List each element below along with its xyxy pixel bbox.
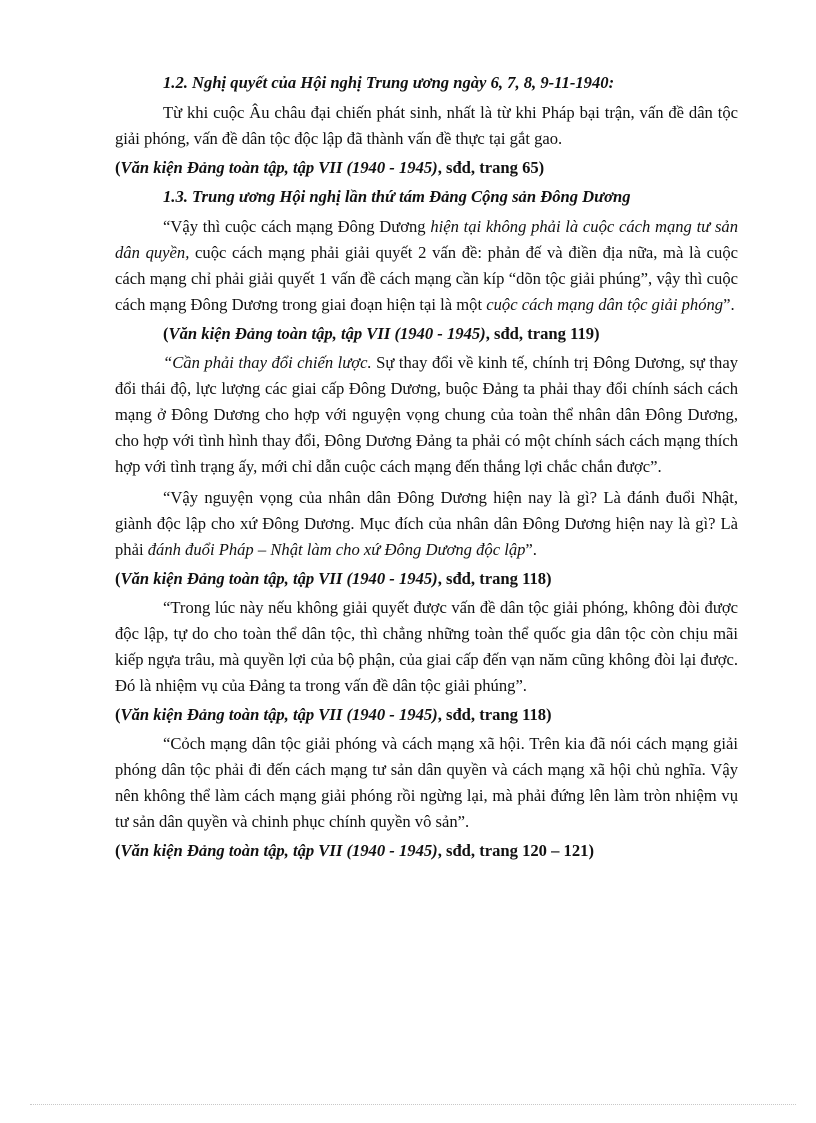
paragraph-1: Từ khi cuộc Âu châu đại chiến phát sinh, nhất là từ khi Pháp bại trận, vấn đề dân tộc giải phóng, vấn đề dân tộc độc lập đã thành vấn đề thực tại gắt gao.	[115, 103, 738, 148]
citation-1: (Văn kiện Đảng toàn tập, tập VII (1940 - 1945), sđd, trang 65)	[115, 158, 545, 177]
page-bottom-divider	[30, 1104, 796, 1105]
citation-3: (Văn kiện Đảng toàn tập, tập VII (1940 - 1945), sđd, trang 118)	[115, 569, 552, 588]
citation-5: (Văn kiện Đảng toàn tập, tập VII (1940 - 1945), sđd, trang 120 – 121)	[115, 841, 594, 860]
section-heading-1-3: 1.3. Trung ương Hội nghị lần thứ tám Đảng Cộng sản Đông Dương	[163, 187, 631, 206]
citation-2: (Văn kiện Đảng toàn tập, tập VII (1940 - 1945), sđd, trang 119)	[163, 324, 600, 343]
document-page	[115, 70, 738, 867]
paragraph-4: “Vậy nguyện vọng của nhân dân Đông Dương hiện nay là gì? Là đánh đuổi Nhật, giành độc lập cho xứ Đông Dương. Mục đích của nhân dân Đông Dương hiện nay là gì? Là phải đánh đuổi Pháp – Nhật làm cho xứ Đông Dương độc lập”.	[115, 488, 738, 559]
paragraph-3: “Cần phải thay đổi chiến lược. Sự thay đổi về kinh tế, chính trị Đông Dương, sự thay đổi thái độ, lực lượng các giai cấp Đông Dương, buộc Đảng ta phải thay đổi chính sách cách mạng ở Đông Dương cho hợp với nguyện vọng chung của toàn thể nhân dân Đông Dương, cho hợp với tình hình thay đổi, Đông Dương Đảng ta phải có một chính sách cách mạng thích hợp với tình trạng ấy, mới chỉ dẫn cuộc cách mạng đến thắng lợi chắc chắn được”.	[115, 353, 738, 476]
paragraph-5: “Trong lúc này nếu không giải quyết được vấn đề dân tộc giải phóng, không đòi được độc lập, tự do cho toàn thể dân tộc, thì chẳng những toàn thể quốc gia dân tộc còn chịu mãi kiếp ngựa trâu, mà quyền lợi của bộ phận, của giai cấp đến vạn năm cũng không đòi lại được. Đó là nhiệm vụ của Đảng ta trong vấn đề dân tộc giải phúng”.	[115, 598, 738, 695]
paragraph-6: “Cỏch mạng dân tộc giải phóng và cách mạng xã hội. Trên kia đã nói cách mạng giải phóng dân tộc phải đi đến cách mạng tư sản dân quyền và cách mạng xã hội chủ nghĩa. Vậy nên không thể làm cách mạng giải phóng rồi ngừng lại, mà phải đứng lên làm tròn nhiệm vụ tư sản dân quyền và chinh phục chính quyền vô sản”.	[115, 734, 738, 831]
section-heading-1-2: 1.2. Nghị quyết của Hội nghị Trung ương ngày 6, 7, 8, 9-11-1940:	[163, 73, 615, 92]
paragraph-2: “Vậy thì cuộc cách mạng Đông Dương hiện tại không phải là cuộc cách mạng tư sản dân quyền, cuộc cách mạng phải giải quyết 2 vấn đề: phản đế và điền địa nữa, mà là cuộc cách mạng chỉ phải giải quyết 1 vấn đề cách mạng cần kíp “dõn tộc giải phúng”, vậy thì cuộc cách mạng Đông Dương trong giai đoạn hiện tại là một cuộc cách mạng dân tộc giải phóng”.	[115, 217, 738, 314]
citation-4: (Văn kiện Đảng toàn tập, tập VII (1940 - 1945), sđd, trang 118)	[115, 705, 552, 724]
